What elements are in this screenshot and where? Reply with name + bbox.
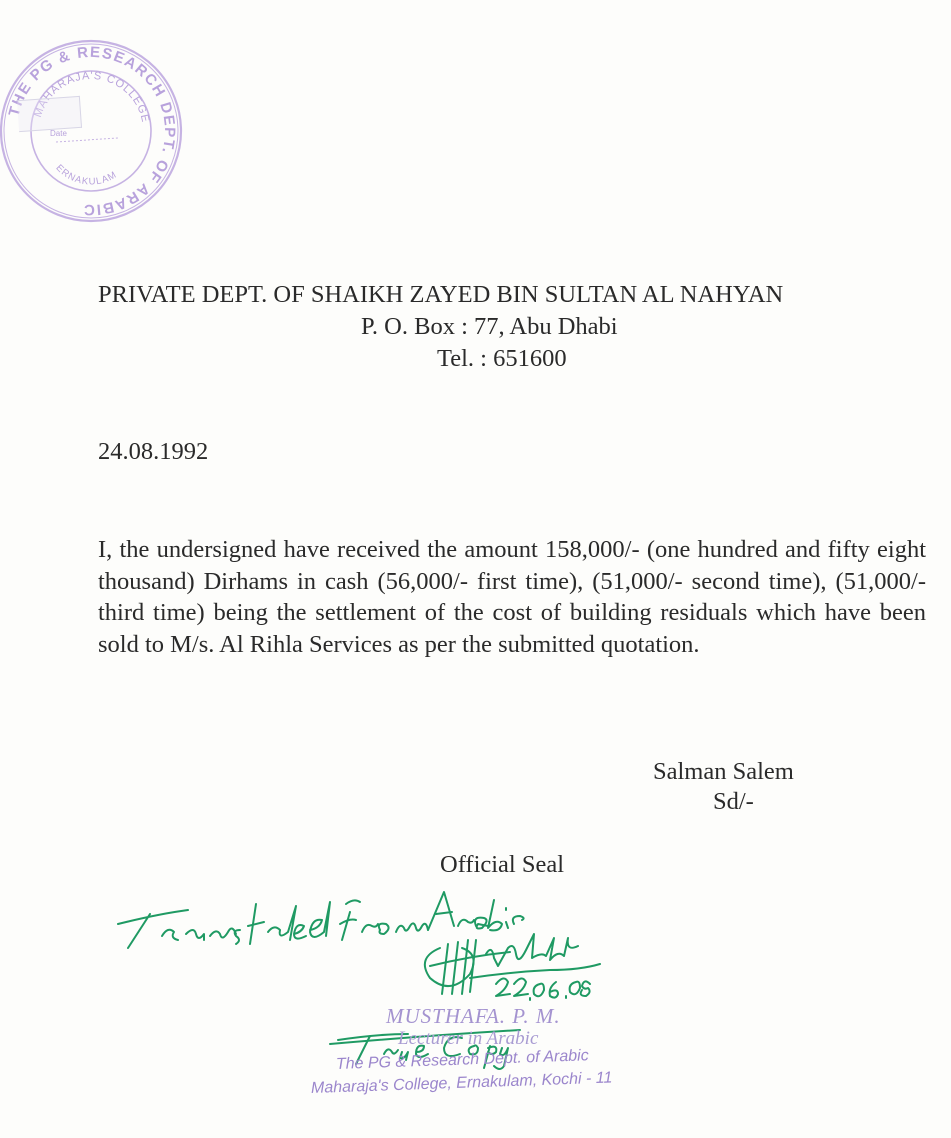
letterhead-po-box: P. O. Box : 77, Abu Dhabi [361, 313, 618, 340]
official-seal-label: Official Seal [440, 851, 565, 878]
handwritten-date [496, 978, 590, 1000]
letter-body: I, the undersigned have received the amount 158,000/- (one hundred and fifty eight thousand) Dirhams in cash (56,000/- first time), (51,000/- second time), (51,000/- third time) being the settlement of the cost of building residuals which have been sold to M/s. Al Rihla Services as per the submitted quotation. [98, 536, 926, 658]
attestation-department: The PG & Research Dept. of Arabic [335, 1047, 589, 1073]
signatory-name: Salman Salem [653, 758, 794, 785]
signed-mark: Sd/- [713, 788, 754, 815]
handwritten-signature [425, 934, 600, 994]
stamp-inner-text: MAHARAJA'S COLLEGE [31, 69, 152, 125]
stamp-bottom-text: ERNAKULAM [53, 162, 120, 188]
attestation-name: MUSTHAFA. P. M. [386, 1004, 561, 1028]
attestation-college: Maharaja's College, Ernakulam, Kochi - 11 [310, 1069, 613, 1097]
letter-date: 24.08.1992 [98, 438, 209, 465]
letterhead-title: PRIVATE DEPT. OF SHAIKH ZAYED BIN SULTAN AL NAHYAN [98, 281, 784, 308]
handwritten-translated-note [118, 892, 524, 948]
attestation-role: Lecturer in Arabic [398, 1028, 539, 1049]
letterhead-telephone: Tel. : 651600 [437, 345, 567, 372]
stamp-outer-text: THE PG & RESEARCH DEPT. OF ARABIC [5, 43, 179, 219]
stamp-date-label: Date [50, 129, 67, 138]
